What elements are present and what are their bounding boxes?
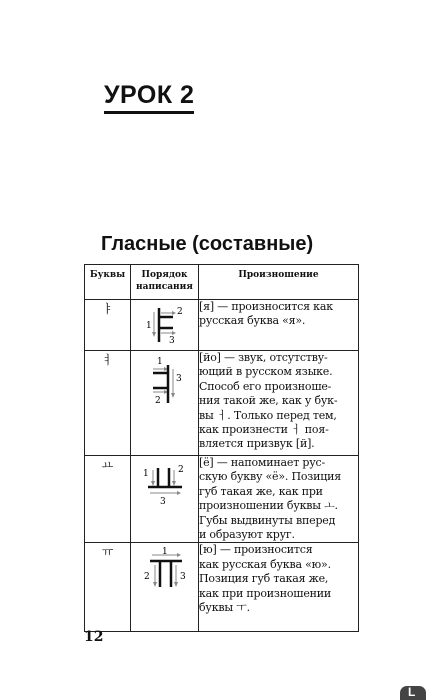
stroke-order-diagram (131, 456, 199, 543)
stroke-number: 1 (156, 357, 163, 367)
pronunciation-line: Способ его произноше- (199, 379, 332, 393)
table-header-row (85, 265, 359, 300)
pronunciation-line: как произнести ㅓ поя- (199, 423, 329, 437)
pronunciation-line: и образуют круг. (199, 528, 295, 542)
stroke-number: 3 (175, 374, 182, 384)
stroke-number: 2 (176, 307, 183, 317)
stroke-number: 3 (179, 572, 186, 583)
pronunciation-line: губ такая же, как при (199, 484, 323, 498)
vowel-letter: ㅛ (85, 456, 131, 543)
table-row (85, 351, 359, 456)
pronunciation-line: скую букву «ё». Позиция (199, 470, 341, 484)
pronunciation-line: буквы ㅜ. (199, 601, 250, 615)
header-stroke-order: Порядок написания (131, 265, 199, 300)
stroke-order-ya-icon (143, 304, 187, 346)
pronunciation-cell (199, 300, 359, 351)
section-title: Гласные (составные) (101, 233, 314, 255)
pronunciation-cell (199, 543, 359, 632)
pronunciation-line: Позиция губ такая же, (199, 572, 329, 586)
stroke-order-yu-icon (140, 547, 190, 593)
stroke-number: 1 (145, 321, 152, 331)
pronunciation-line: как при произношении (199, 586, 332, 600)
header-letters: Буквы (85, 265, 131, 300)
pronunciation-line: [ё] — напоминает рус- (199, 456, 325, 469)
stroke-number: 1 (142, 469, 149, 479)
pronunciation-line: [йо] — звук, отсутству- (199, 351, 328, 364)
pronunciation-line: ния такой же, как у бук- (199, 394, 338, 408)
table-row (85, 543, 359, 632)
pronunciation-line: как русская буква «ю». (199, 557, 331, 571)
stroke-number: 2 (177, 465, 184, 475)
pronunciation-line: вляется призвук [й]. (199, 437, 315, 451)
stroke-number: 1 (161, 547, 168, 558)
pronunciation-line: вы ㅓ. Только перед тем, (199, 408, 337, 422)
page-number: 12 (84, 629, 104, 645)
publisher-logo (400, 686, 426, 700)
stroke-number: 3 (159, 497, 166, 506)
stroke-number: 3 (168, 336, 175, 346)
stroke-order-yeo-icon (143, 355, 187, 413)
vowels-table (84, 264, 359, 632)
stroke-order-diagram (131, 351, 199, 456)
stroke-number: 2 (154, 396, 161, 406)
pronunciation-cell (199, 351, 359, 456)
stroke-number: 2 (143, 572, 150, 583)
pronunciation-line: [ю] — произносится (199, 543, 313, 557)
stroke-order-yo-icon (140, 460, 190, 506)
vowel-letter: ㅑ (85, 300, 131, 351)
stroke-order-diagram (131, 300, 199, 351)
lesson-title: УРОК 2 (104, 80, 194, 114)
vowel-letter: ㅠ (85, 543, 131, 632)
pronunciation-line: ющий в русском языке. (199, 365, 333, 379)
vowel-letter: ㅕ (85, 351, 131, 456)
publisher-logo-letter: L (408, 685, 416, 699)
table-row (85, 300, 359, 351)
pronunciation-line: произношении буквы ㅗ. (199, 499, 338, 513)
pronunciation-line: [я] — произносится как (199, 300, 333, 313)
table-row (85, 456, 359, 543)
pronunciation-line: русская буква «я». (199, 314, 306, 328)
pronunciation-line: Губы выдвинуты вперед (199, 513, 336, 527)
pronunciation-cell (199, 456, 359, 543)
stroke-order-diagram (131, 543, 199, 632)
header-pronunciation: Произношение (199, 265, 359, 300)
